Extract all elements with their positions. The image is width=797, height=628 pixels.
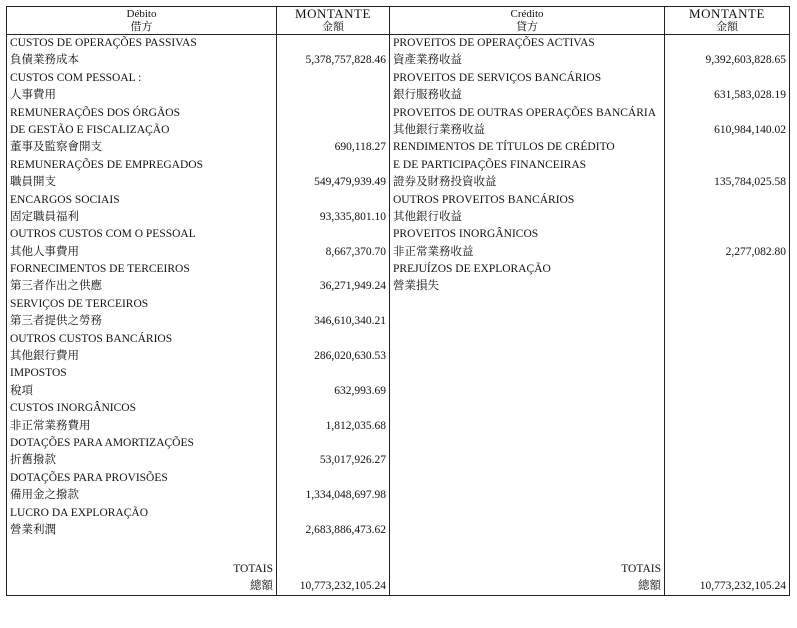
- debit-label: CUSTOS INORGÂNICOS: [7, 400, 277, 417]
- debit-amount: [277, 226, 390, 243]
- table-row: [7, 278, 790, 295]
- table-row: [7, 296, 790, 313]
- credit-label: [390, 452, 665, 469]
- credit-amount: [665, 522, 790, 539]
- debit-amount: [277, 435, 390, 452]
- credit-label: E DE PARTICIPAÇÕES FINANCEIRAS: [390, 157, 665, 174]
- credit-label: OUTROS PROVEITOS BANCÁRIOS: [390, 192, 665, 209]
- credit-amount: [665, 470, 790, 487]
- credit-amount: [665, 105, 790, 122]
- debit-amount: 346,610,340.21: [277, 313, 390, 330]
- debit-label: 備用金之撥款: [7, 487, 277, 504]
- table-row: [7, 313, 790, 330]
- debit-label: SERVIÇOS DE TERCEIROS: [7, 296, 277, 313]
- debit-amount: [277, 470, 390, 487]
- credit-label: [390, 313, 665, 330]
- credit-amount: [665, 226, 790, 243]
- credit-amount: 2,277,082.80: [665, 244, 790, 261]
- table-row: [7, 452, 790, 469]
- debit-totals-label-zh: 總額: [7, 578, 277, 596]
- debit-amount: [277, 122, 390, 139]
- debit-label: 稅項: [7, 383, 277, 400]
- debit-label: 折舊撥款: [7, 452, 277, 469]
- debit-header: Débito 借方: [7, 7, 277, 35]
- credit-amount: [665, 35, 790, 53]
- debit-amount: [277, 365, 390, 382]
- debit-amount: 632,993.69: [277, 383, 390, 400]
- table-row: [7, 365, 790, 382]
- credit-amount-header: MONTANTE 金額: [665, 7, 790, 35]
- debit-label: CUSTOS COM PESSOAL :: [7, 70, 277, 87]
- credit-amount: [665, 296, 790, 313]
- debit-amount: 5,378,757,828.46: [277, 52, 390, 69]
- credit-label: 資產業務收益: [390, 52, 665, 69]
- debit-amount: 53,017,926.27: [277, 452, 390, 469]
- table-row: [7, 192, 790, 209]
- credit-amount: [665, 400, 790, 417]
- credit-header: Crédito 貸方: [390, 7, 665, 35]
- debit-amount: [277, 192, 390, 209]
- debit-label: 其他銀行費用: [7, 348, 277, 365]
- table-row: [7, 52, 790, 69]
- debit-amount: 286,020,630.53: [277, 348, 390, 365]
- table-row: [7, 400, 790, 417]
- debit-amount-header: MONTANTE 金額: [277, 7, 390, 35]
- credit-amount: [665, 418, 790, 435]
- table-row: [7, 505, 790, 522]
- credit-amount: [665, 209, 790, 226]
- table-row: [7, 383, 790, 400]
- table-row: [7, 122, 790, 139]
- credit-totals-label: TOTAIS: [390, 561, 665, 578]
- table-row: [7, 174, 790, 191]
- credit-label: [390, 331, 665, 348]
- credit-total-value: 10,773,232,105.24: [665, 578, 790, 596]
- debit-amount: [277, 35, 390, 53]
- credit-amount: [665, 139, 790, 156]
- debit-label: ENCARGOS SOCIAIS: [7, 192, 277, 209]
- debit-label: 董事及監察會開支: [7, 139, 277, 156]
- credit-label: 證券及財務投資收益: [390, 174, 665, 191]
- debit-label: 負債業務成本: [7, 52, 277, 69]
- debit-label: 第三者提供之勞務: [7, 313, 277, 330]
- credit-label: [390, 383, 665, 400]
- table-row: [7, 139, 790, 156]
- debit-amount: [277, 261, 390, 278]
- debit-amount: [277, 296, 390, 313]
- credit-amount: [665, 261, 790, 278]
- credit-totals-label-zh: 總額: [390, 578, 665, 596]
- credit-label: [390, 365, 665, 382]
- credit-amount: 631,583,028.19: [665, 87, 790, 104]
- debit-label: CUSTOS DE OPERAÇÕES PASSIVAS: [7, 35, 277, 53]
- table-row: [7, 522, 790, 539]
- debit-label: OUTROS CUSTOS COM O PESSOAL: [7, 226, 277, 243]
- credit-amount: [665, 157, 790, 174]
- credit-label: 其他銀行收益: [390, 209, 665, 226]
- table-row: [7, 70, 790, 87]
- debit-label: 非正常業務費用: [7, 418, 277, 435]
- debit-amount: [277, 105, 390, 122]
- table-row: [7, 244, 790, 261]
- credit-amount: [665, 278, 790, 295]
- debit-label: 其他人事費用: [7, 244, 277, 261]
- debit-amount: [277, 505, 390, 522]
- credit-amount: [665, 505, 790, 522]
- credit-amount: [665, 192, 790, 209]
- table-row: [7, 261, 790, 278]
- credit-amount: [665, 348, 790, 365]
- debit-amount: 1,334,048,697.98: [277, 487, 390, 504]
- table-row: [7, 157, 790, 174]
- credit-amount: 9,392,603,828.65: [665, 52, 790, 69]
- debit-amount: 36,271,949.24: [277, 278, 390, 295]
- credit-label: PROVEITOS DE OUTRAS OPERAÇÕES BANCÁRIA: [390, 105, 665, 122]
- credit-label: 營業損失: [390, 278, 665, 295]
- credit-amount: [665, 487, 790, 504]
- credit-label: [390, 296, 665, 313]
- debit-label: 固定職員福利: [7, 209, 277, 226]
- debit-label: 營業利潤: [7, 522, 277, 539]
- table-row: [7, 35, 790, 53]
- debit-amount: [277, 331, 390, 348]
- profit-loss-table: [6, 6, 790, 596]
- credit-label: PREJUÍZOS DE EXPLORAÇÃO: [390, 261, 665, 278]
- credit-label: 其他銀行業務收益: [390, 122, 665, 139]
- debit-label: IMPOSTOS: [7, 365, 277, 382]
- debit-amount: [277, 157, 390, 174]
- debit-label: REMUNERAÇÕES DOS ÓRGÃOS: [7, 105, 277, 122]
- debit-label: FORNECIMENTOS DE TERCEIROS: [7, 261, 277, 278]
- table-row: [7, 226, 790, 243]
- table-row: [7, 331, 790, 348]
- credit-label: [390, 400, 665, 417]
- debit-amount: 1,812,035.68: [277, 418, 390, 435]
- credit-label: 銀行服務收益: [390, 87, 665, 104]
- debit-amount: [277, 70, 390, 87]
- debit-totals-label: TOTAIS: [7, 561, 277, 578]
- credit-label: PROVEITOS DE OPERAÇÕES ACTIVAS: [390, 35, 665, 53]
- credit-label: [390, 418, 665, 435]
- debit-label: OUTROS CUSTOS BANCÁRIOS: [7, 331, 277, 348]
- credit-amount: [665, 331, 790, 348]
- debit-label: DOTAÇÕES PARA PROVISÕES: [7, 470, 277, 487]
- debit-amount: 549,479,939.49: [277, 174, 390, 191]
- table-row: [7, 418, 790, 435]
- credit-label: [390, 487, 665, 504]
- credit-label: 非正常業務收益: [390, 244, 665, 261]
- table-row: [7, 209, 790, 226]
- credit-amount: [665, 70, 790, 87]
- credit-label: [390, 522, 665, 539]
- credit-amount: [665, 435, 790, 452]
- debit-label: 第三者作出之供應: [7, 278, 277, 295]
- debit-label: REMUNERAÇÕES DE EMPREGADOS: [7, 157, 277, 174]
- credit-label: [390, 470, 665, 487]
- debit-amount: 8,667,370.70: [277, 244, 390, 261]
- table-header: [7, 7, 790, 35]
- credit-amount: [665, 383, 790, 400]
- credit-amount: 135,784,025.58: [665, 174, 790, 191]
- debit-label: 人事費用: [7, 87, 277, 104]
- credit-amount: [665, 452, 790, 469]
- table-row: [7, 487, 790, 504]
- ledger-body: [7, 35, 790, 540]
- table-row: [7, 348, 790, 365]
- debit-total-value: 10,773,232,105.24: [277, 578, 390, 596]
- credit-label: RENDIMENTOS DE TÍTULOS DE CRÉDITO: [390, 139, 665, 156]
- debit-amount: 690,118.27: [277, 139, 390, 156]
- table-row: [7, 470, 790, 487]
- credit-label: [390, 348, 665, 365]
- debit-amount: [277, 400, 390, 417]
- credit-amount: [665, 365, 790, 382]
- debit-label: DE GESTÃO E FISCALIZAÇÃO: [7, 122, 277, 139]
- table-row: [7, 105, 790, 122]
- credit-amount: 610,984,140.02: [665, 122, 790, 139]
- credit-amount: [665, 313, 790, 330]
- credit-label: PROVEITOS DE SERVIÇOS BANCÁRIOS: [390, 70, 665, 87]
- debit-label: DOTAÇÕES PARA AMORTIZAÇÕES: [7, 435, 277, 452]
- table-row: [7, 435, 790, 452]
- totals-section: [7, 539, 790, 596]
- credit-label: PROVEITOS INORGÂNICOS: [390, 226, 665, 243]
- table-row: [7, 87, 790, 104]
- debit-label: 職員開支: [7, 174, 277, 191]
- debit-amount: 93,335,801.10: [277, 209, 390, 226]
- credit-label: [390, 435, 665, 452]
- debit-amount: [277, 87, 390, 104]
- credit-label: [390, 505, 665, 522]
- debit-label: LUCRO DA EXPLORAÇÃO: [7, 505, 277, 522]
- debit-amount: 2,683,886,473.62: [277, 522, 390, 539]
